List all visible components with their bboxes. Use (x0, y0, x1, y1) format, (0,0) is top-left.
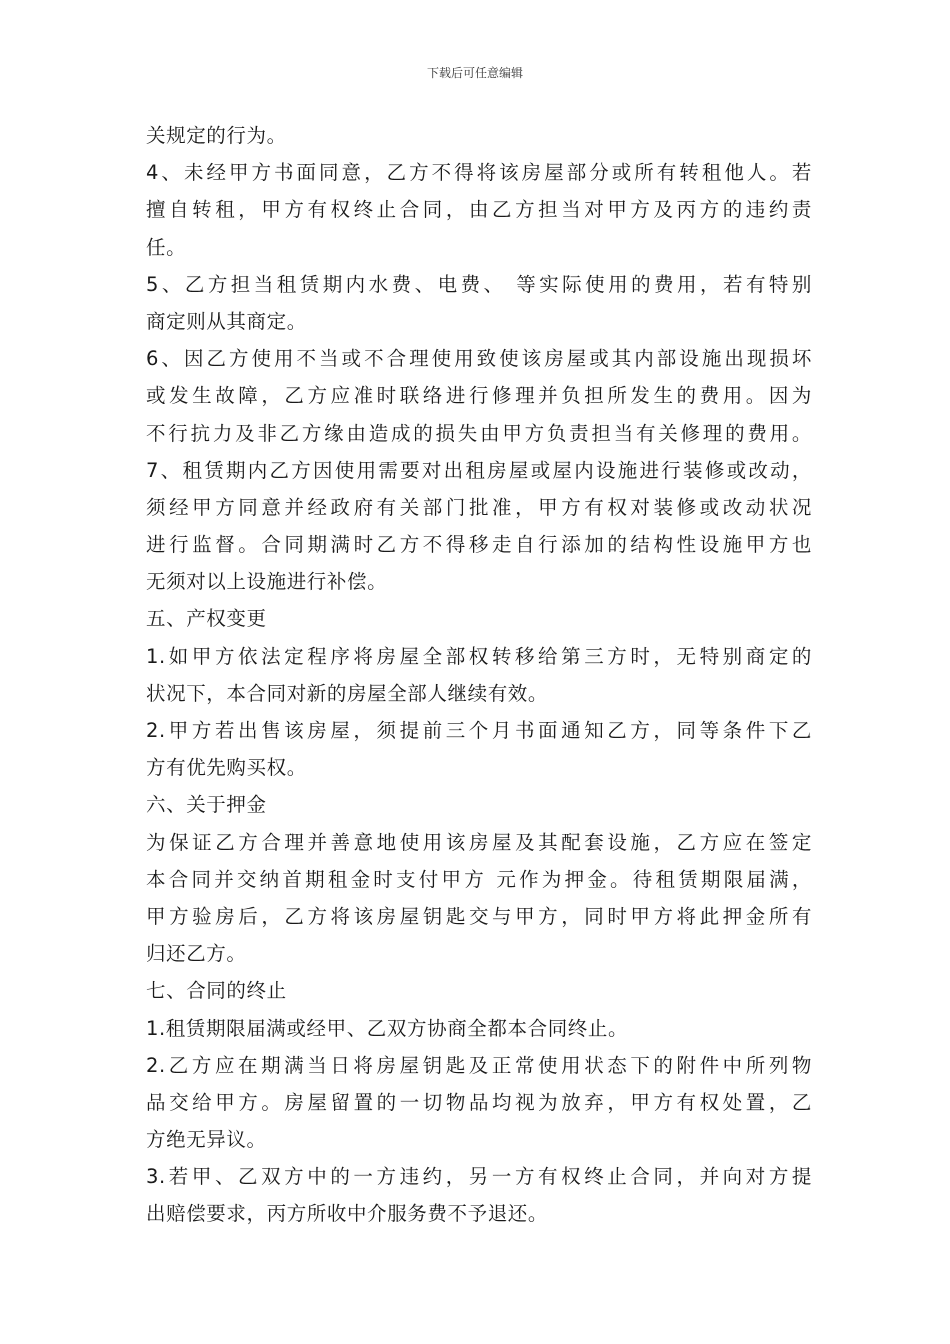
text-line: 或发生故障，乙方应准时联络进行修理并负担所发生的费用。因为 (146, 384, 812, 408)
text-line: 6、因乙方使用不当或不合理使用致使该房屋或其内部设施出现损坏 (146, 347, 812, 371)
text-line: 出赔偿要求，丙方所收中介服务费不予退还。 (146, 1202, 549, 1226)
text-line: 1.租赁期限届满或经甲、乙双方协商全都本合同终止。 (146, 1016, 629, 1040)
text-line: 方绝无异议。 (146, 1128, 267, 1152)
text-line: 5、乙方担当租赁期内水费、电费、 等实际使用的费用，若有特别 (146, 272, 812, 296)
section-heading: 六、关于押金 (146, 793, 267, 817)
text-line: 为保证乙方合理并善意地使用该房屋及其配套设施，乙方应在签定 (146, 830, 812, 854)
text-line: 状况下，本合同对新的房屋全部人继续有效。 (146, 681, 549, 705)
text-line: 商定则从其商定。 (146, 309, 307, 333)
text-line: 进行监督。合同期满时乙方不得移走自行添加的结构性设施甲方也 (146, 533, 812, 557)
text-line: 擅自转租，甲方有权终止合同，由乙方担当对甲方及丙方的违约责 (146, 198, 812, 222)
text-line: 关规定的行为。 (146, 124, 287, 147)
text-line: 7、租赁期内乙方因使用需要对出租房屋或屋内设施进行装修或改动， (146, 458, 812, 482)
text-line: 方有优先购买权。 (146, 756, 307, 780)
text-line: 2.乙方应在期满当日将房屋钥匙及正常使用状态下的附件中所列物 (146, 1053, 812, 1077)
text-line: 归还乙方。 (146, 942, 247, 966)
text-line: 不行抗力及非乙方缘由造成的损失由甲方负责担当有关修理的费用。 (146, 421, 812, 445)
page-header: 下载后可任意编辑 (426, 66, 523, 80)
text-line: 4、未经甲方书面同意，乙方不得将该房屋部分或所有转租他人。若 (146, 161, 812, 185)
text-line: 甲方验房后，乙方将该房屋钥匙交与甲方，同时甲方将此押金所有 (146, 904, 812, 928)
document-body (146, 117, 812, 1233)
text-line: 品交给甲方。房屋留置的一切物品均视为放弃，甲方有权处置，乙 (146, 1090, 812, 1114)
text-line: 3.若甲、乙双方中的一方违约，另一方有权终止合同，并向对方提 (146, 1165, 812, 1189)
section-heading: 七、合同的终止 (146, 979, 287, 1003)
text-line: 任。 (146, 235, 187, 259)
text-line: 无须对以上设施进行补偿。 (146, 570, 388, 594)
section-heading: 五、产权变更 (146, 607, 267, 631)
text-line: 须经甲方同意并经政府有关部门批准，甲方有权对装修或改动状况 (146, 495, 812, 519)
text-line: 2.甲方若出售该房屋，须提前三个月书面通知乙方，同等条件下乙 (146, 719, 812, 742)
text-line: 1.如甲方依法定程序将房屋全部权转移给第三方时，无特别商定的 (146, 644, 812, 668)
text-line: 本合同并交纳首期租金时支付甲方 元作为押金。待租赁期限届满， (146, 867, 812, 891)
